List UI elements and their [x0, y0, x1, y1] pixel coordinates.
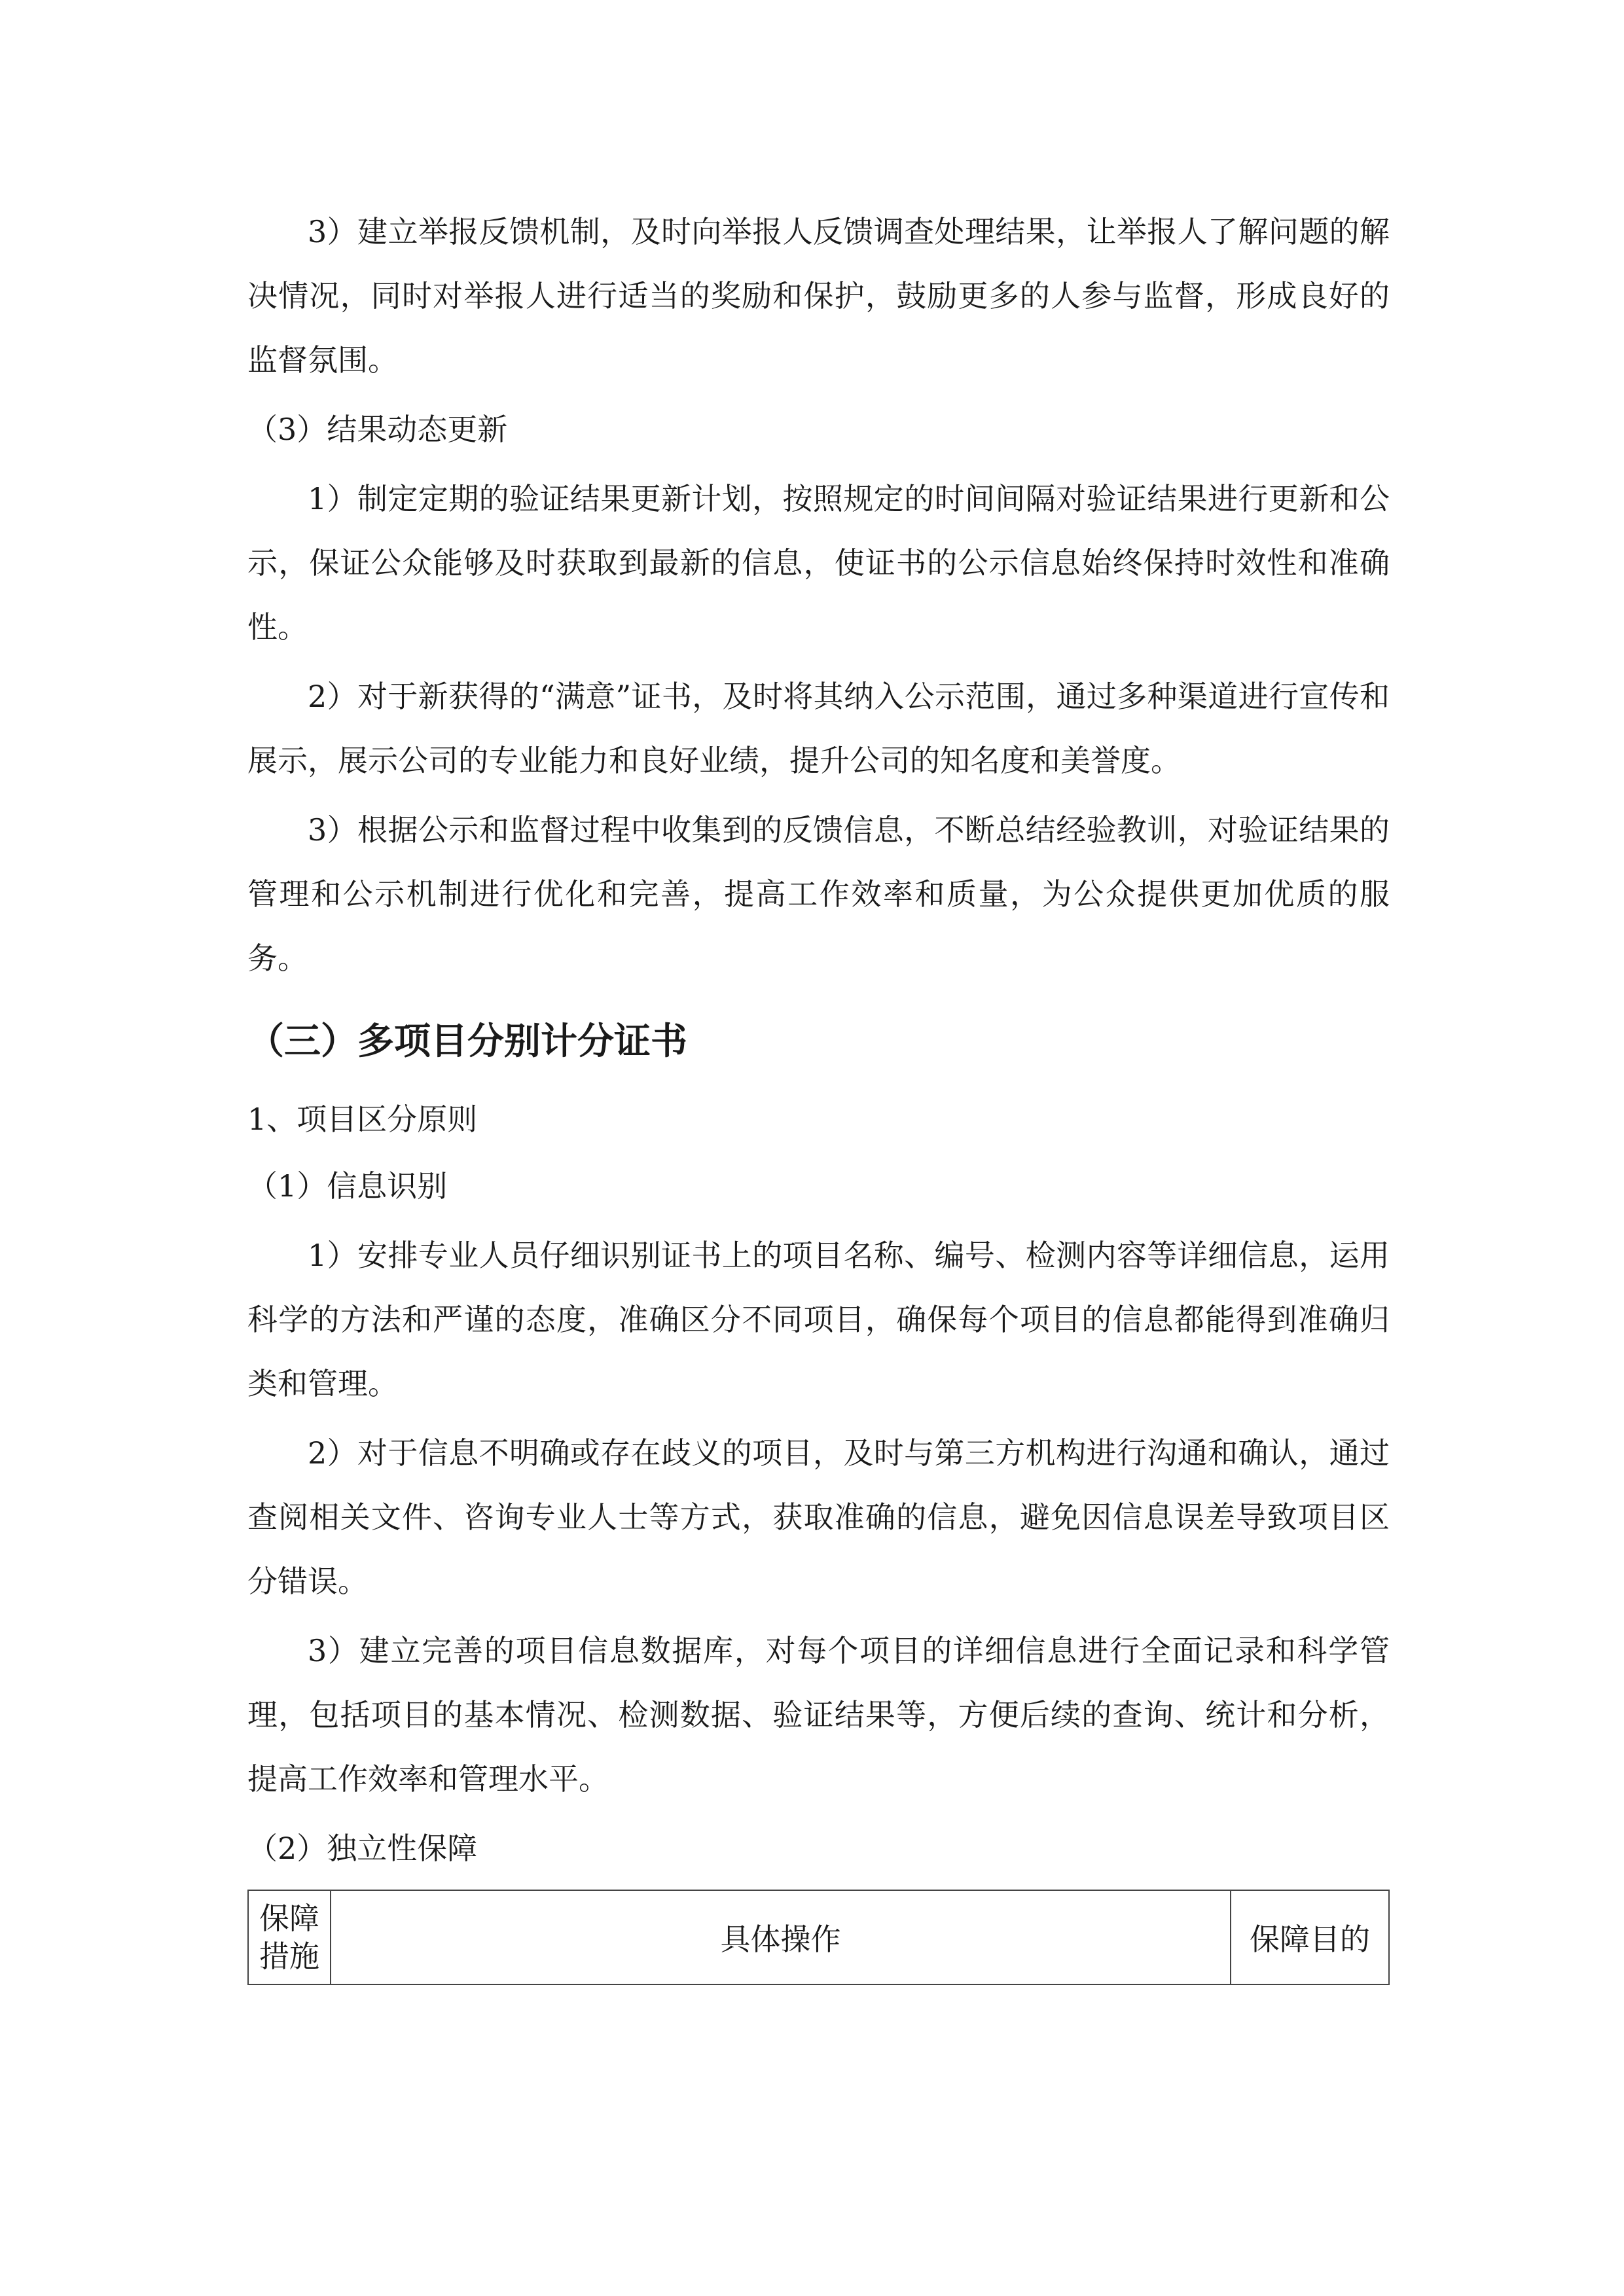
numbered-heading: 1、项目区分原则: [247, 1102, 478, 1137]
paragraph-new-certificate: 2）对于新获得的“满意”证书，及时将其纳入公示范围，通过多种渠道进行宣传和展示，展示公司的专业能力和良好业绩，提升公司的知名度和美誉度。: [247, 679, 1390, 778]
document-body: [247, 200, 1390, 1985]
paragraph-info-1: 1）安排专业人员仔细识别证书上的项目名称、编号、检测内容等详细信息，运用科学的方法和严谨的态度，准确区分不同项目，确保每个项目的信息都能得到准确归类和管理。: [247, 1238, 1390, 1401]
header-purpose: 保障目的: [1231, 1890, 1389, 1984]
paragraph-info-2: 2）对于信息不明确或存在歧义的项目，及时与第三方机构进行沟通和确认，通过查阅相关文件、咨询专业人士等方式，获取准确的信息，避免因信息误差导致项目区分错误。: [247, 1435, 1390, 1599]
independence-table: [247, 1890, 1390, 1985]
header-measure: 保障措施: [248, 1890, 331, 1984]
subheading-info-identification: （1）信息识别: [247, 1168, 448, 1204]
section-title: （三）多项目分别计分证书: [247, 1020, 687, 1063]
paragraph-update-plan: 1）制定定期的验证结果更新计划，按照规定的时间间隔对验证结果进行更新和公示，保证公众能够及时获取到最新的信息，使证书的公示信息始终保持时效性和准确性。: [247, 481, 1390, 645]
header-operation: 具体操作: [331, 1890, 1231, 1984]
paragraph-info-3: 3）建立完善的项目信息数据库，对每个项目的详细信息进行全面记录和科学管理，包括项目的基本情况、检测数据、验证结果等，方便后续的查询、统计和分析，提高工作效率和管理水平。: [247, 1633, 1390, 1797]
subheading-independence: （2）独立性保障: [247, 1831, 478, 1866]
paragraph-report-feedback: 3）建立举报反馈机制，及时向举报人反馈调查处理结果，让举报人了解问题的解决情况，同时对举报人进行适当的奖励和保护，鼓励更多的人参与监督，形成良好的监督氛围。: [247, 214, 1390, 378]
subheading-result-update: （3）结果动态更新: [247, 412, 508, 447]
table-header-row: [248, 1890, 1389, 1984]
paragraph-feedback-optimization: 3）根据公示和监督过程中收集到的反馈信息，不断总结经验教训，对验证结果的管理和公示机制进行优化和完善，提高工作效率和质量，为公众提供更加优质的服务。: [247, 812, 1390, 976]
